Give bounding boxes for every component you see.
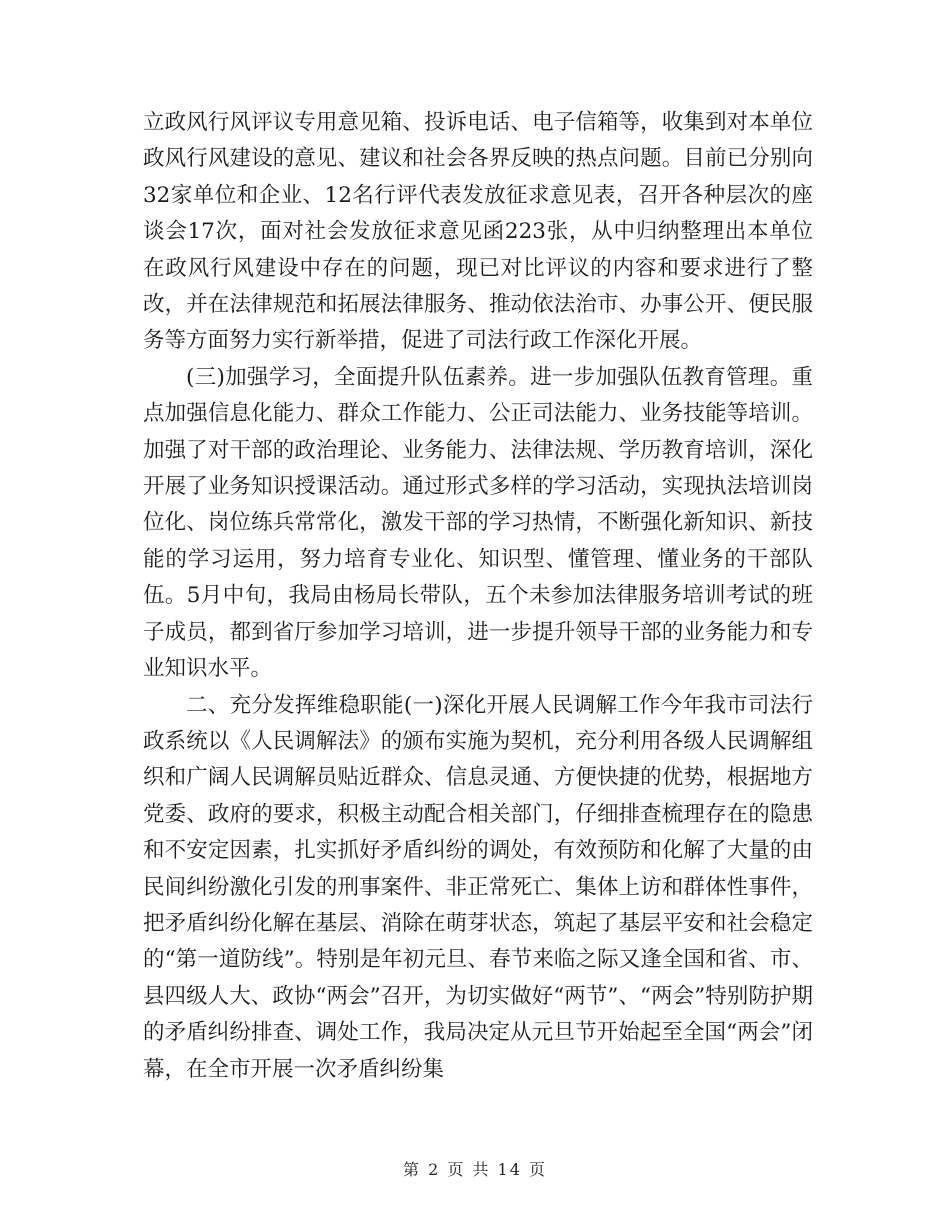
paragraph-section-2: 二、充分发挥维稳职能(一)深化开展人民调解工作今年我市司法行政系统以《人民调解法》的颁布实施为契机，充分利用各级人民调解组织和广阔人民调解员贴近群众、信息灵通、方便快捷的优势，根据地方党委、政府的要求，积极主动配合相关部门，仔细排查梳理存在的隐患和不安定因素，扎实抓好矛盾纠纷的调处，有效预防和化解了大量的由民间纠纷激化引发的刑事案件、非正常死亡、集体上访和群体性事件，把矛盾纠纷化解在基层、消除在萌芽状态，筑起了基层平安和社会稳定的“第一道防线”。特别是年初元旦、春节来临之际又逢全国和省、市、县四级人大、政协“两会”召开，为切实做好“两节”、“两会”特别防护期的矛盾纠纷排查、调处工作，我局决定从元旦节开始起至全国“两会”闭幕，在全市开展一次矛盾纠纷集 [143, 692, 813, 1082]
paragraph-section-3: (三)加强学习，全面提升队伍素养。进一步加强队伍教育管理。重点加强信息化能力、群众工作能力、公正司法能力、业务技能等培训。加强了对干部的政治理论、业务能力、法律法规、学历教育培训，深化开展了业务知识授课活动。通过形式多样的学习活动，实现执法培训岗位化、岗位练兵常常化，激发干部的学习热情，不断强化新知识、新技能的学习运用，努力培育专业化、知识型、懂管理、懂业务的干部队伍。5月中旬，我局由杨局长带队，五个未参加法律服务培训考试的班子成员，都到省厅参加学习培训，进一步提升领导干部的业务能力和专业知识水平。 [143, 364, 813, 682]
body-text [143, 105, 813, 1088]
paragraph-continuation: 立政风行风评议专用意见箱、投诉电话、电子信箱等，收集到对本单位政风行风建设的意见、建议和社会各界反映的热点问题。目前已分别向32家单位和企业、12名行评代表发放征求意见表，召开各种层次的座谈会17次，面对社会发放征求意见函223张，从中归纳整理出本单位在政风行风建设中存在的问题，现已对比评议的内容和要求进行了整改，并在法律规范和拓展法律服务、推动依法治市、办事公开、便民服务等方面努力实行新举措，促进了司法行政工作深化开展。 [143, 110, 813, 354]
page-footer: 第 2 页 共 14 页 [403, 1160, 547, 1179]
